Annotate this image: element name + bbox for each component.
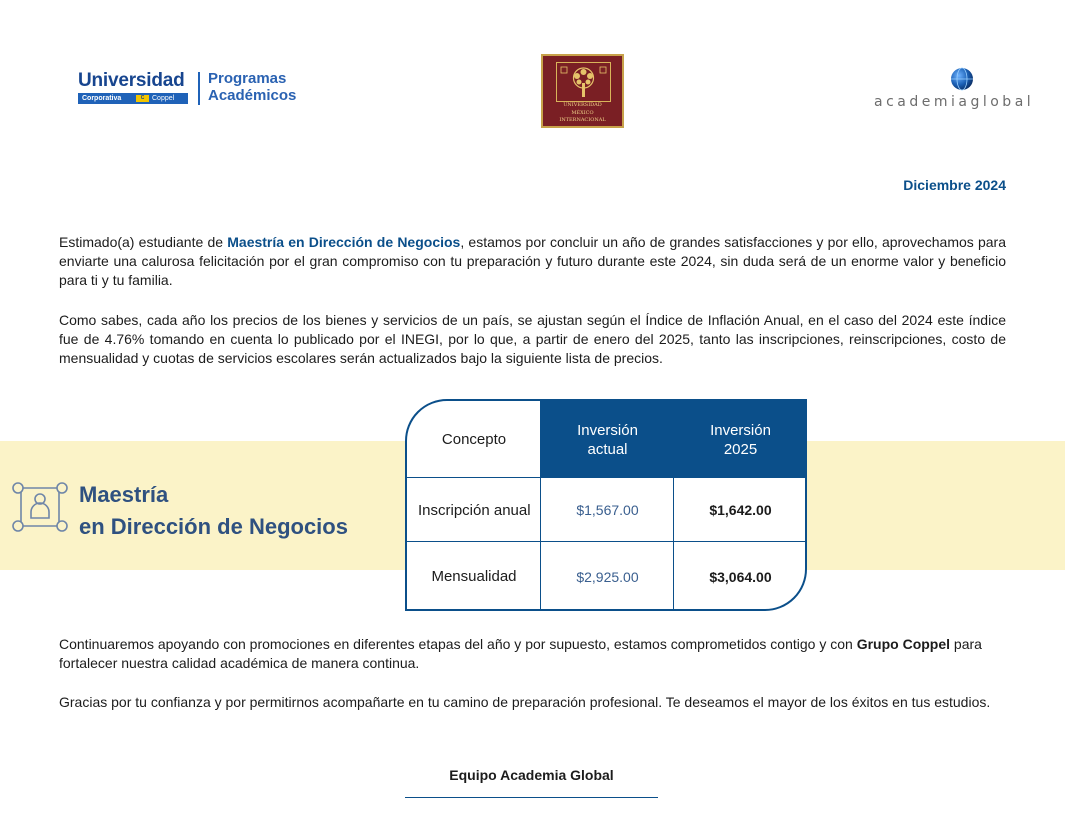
- signature-line: [405, 797, 658, 798]
- programs-line1: Programas: [208, 70, 287, 87]
- paragraph1-before: Estimado(a) estudiante de: [59, 234, 228, 250]
- umi-line2: MÉXICO: [571, 110, 594, 116]
- table-divider: [407, 477, 805, 478]
- paragraph3-before: Continuaremos apoyando con promociones en diferentes etapas del año y por supuesto, estamos comprometidos contigo y con: [59, 636, 857, 652]
- table-divider: [540, 401, 541, 609]
- program-name-highlight: Maestría en Dirección de Negocios: [227, 234, 461, 250]
- universidad-mexico-internacional-logo: [541, 54, 624, 128]
- program-title-line2: en Dirección de Negocios: [79, 514, 348, 539]
- cell-actual-inscripcion: $1,567.00: [576, 502, 639, 518]
- ucc-logo-name: Universidad: [78, 70, 185, 91]
- umi-line1: UNIVERSIDAD: [563, 102, 602, 108]
- academia-global-logo: [874, 66, 1034, 116]
- tree-icon: [557, 63, 610, 101]
- paragraph-thanks: Gracias por tu confianza y por permitirnos acompañarte en tu camino de preparación profesional. Te deseamos el mayor de los éxitos en tus estudios.: [59, 694, 991, 710]
- programs-label: [208, 70, 296, 104]
- program-icon: [12, 480, 68, 534]
- academia-global-wordmark: academiaglobal: [874, 94, 1035, 110]
- header-inversion-actual: Inversión actual: [541, 401, 674, 478]
- universidad-corporativa-coppel-logo: [78, 70, 318, 110]
- program-title: [79, 479, 348, 543]
- ucc-logo-bar: [78, 93, 188, 104]
- signature: Equipo Academia Global: [449, 767, 614, 783]
- cell-nuevo-mensualidad: $3,064.00: [709, 568, 772, 585]
- ucc-logo-sub1: Corporativa: [82, 95, 122, 102]
- paragraph-inflation: Como sabes, cada año los precios de los bienes y servicios de un país, se ajustan según el Índice de Inflación Anual, en el caso del 2024 este índice fue de 4.76% tomando en cuenta lo publicado por el INEGI, por lo que, a partir de enero del 2025, tanto las inscripciones, reinscripciones, costo de mensualidad y cuotas de servicios escolares serán actualizados bajo la siguiente lista de precios.: [59, 312, 1006, 366]
- table-divider: [407, 541, 805, 542]
- cell-actual-mensualidad: $2,925.00: [576, 568, 639, 585]
- umi-line3: INTERNACIONAL: [559, 117, 606, 123]
- paragraph1-after: , estamos por concluir un año de grandes satisfacciones y por ello, aprovechamos para enviarte una calurosa felicitación por el gran compromiso con tu preparación y futuro durante este 2024, sin duda será de un enorme valor y beneficio para ti y tu familia.: [59, 234, 1006, 288]
- program-title-line1: Maestría: [79, 482, 169, 507]
- paragraph-promotions: [59, 635, 1006, 673]
- company-name-bold: Grupo Coppel: [856, 636, 951, 652]
- header-concepto: Concepto: [441, 431, 507, 448]
- price-table: [405, 399, 807, 611]
- coppel-mark: C: [136, 95, 149, 102]
- ucc-logo-sub2: Coppel: [152, 95, 175, 102]
- logo-separator: [198, 72, 200, 105]
- header-inversion-2025: Inversión 2025: [674, 401, 807, 478]
- umi-emblem: [556, 62, 611, 102]
- table-divider: [673, 401, 674, 609]
- paragraph3-after: para fortalecer nuestra calidad académica de manera continua.: [59, 636, 982, 671]
- programs-line2: Académicos: [208, 87, 297, 104]
- cell-concepto-mensualidad: Mensualidad: [431, 568, 517, 585]
- globe-icon: [950, 67, 974, 91]
- cell-nuevo-inscripcion: $1,642.00: [709, 502, 772, 518]
- letter-date: Diciembre 2024: [903, 177, 1006, 193]
- cell-concepto-inscripcion: Inscripción anual: [418, 501, 531, 519]
- paragraph-greeting: [59, 233, 1006, 290]
